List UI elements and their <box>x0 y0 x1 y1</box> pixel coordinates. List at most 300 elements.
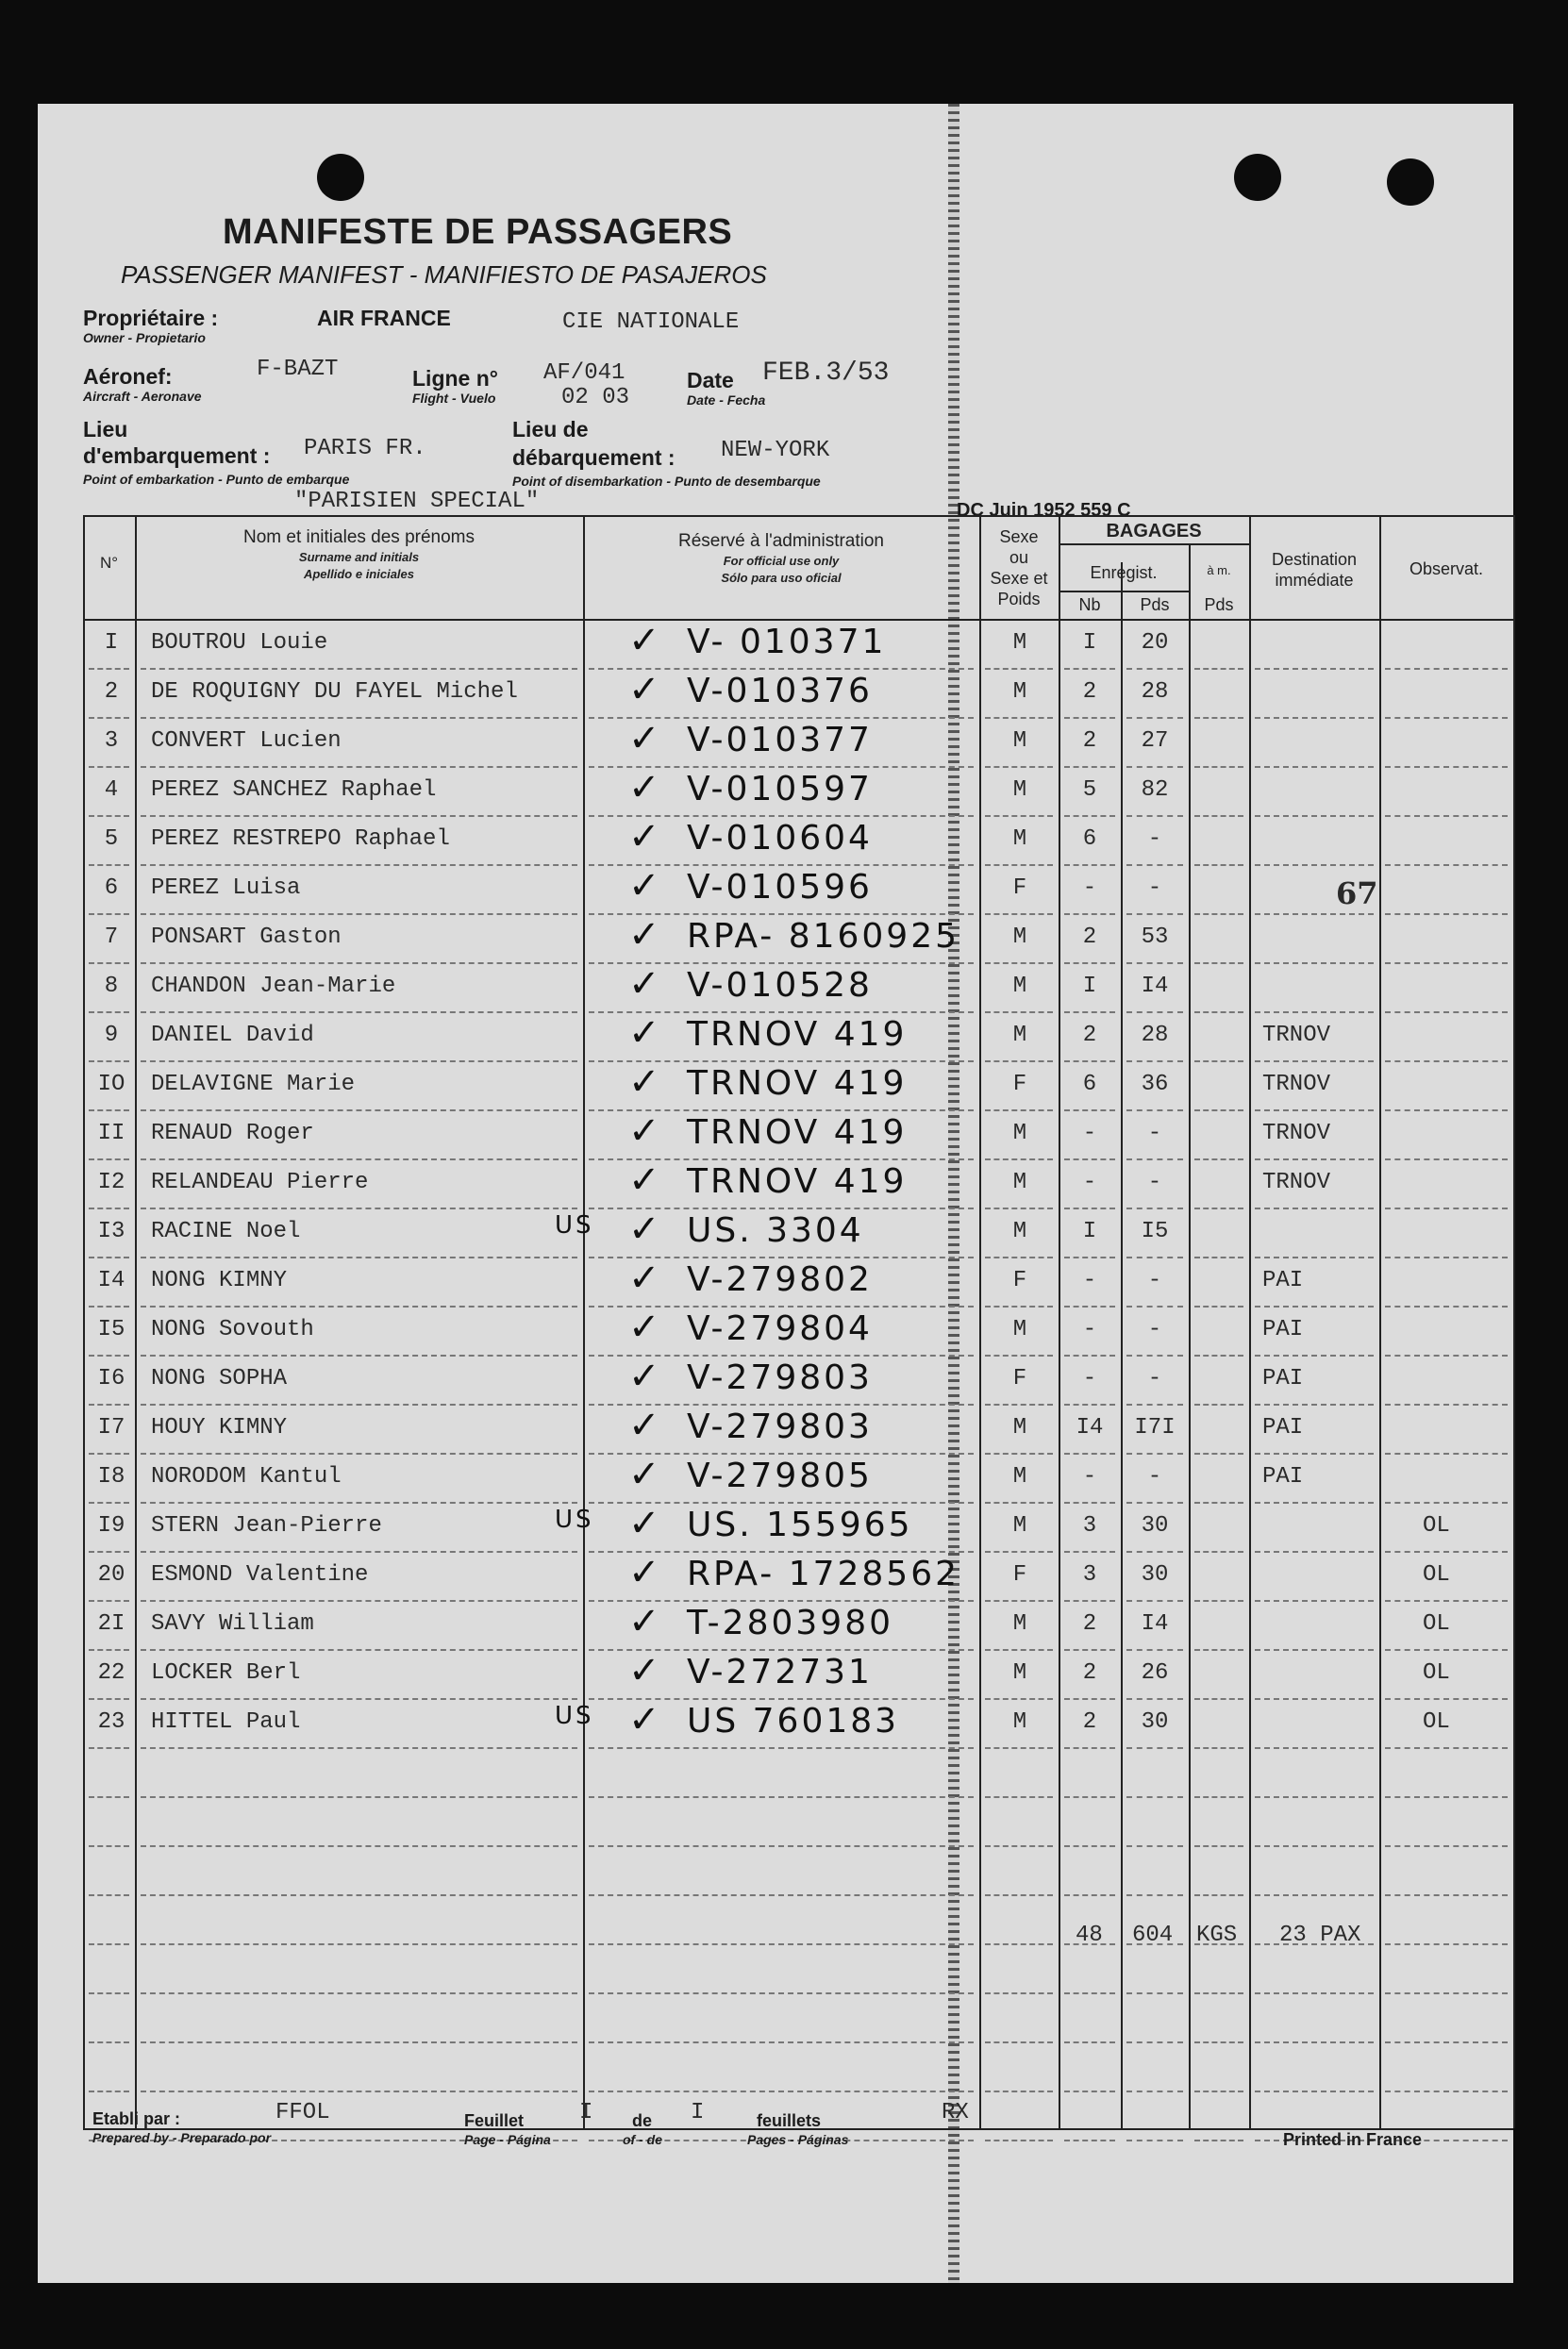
row-separator <box>1126 815 1183 817</box>
row-separator <box>1385 1502 1508 1504</box>
bag-weight: I5 <box>1141 1219 1169 1244</box>
row-separator <box>1385 2091 1508 2092</box>
row-separator <box>1194 1845 1243 1847</box>
disembark-label-2: débarquement : <box>512 445 676 470</box>
row-separator <box>141 1649 577 1651</box>
line-sub: Flight - Vuelo <box>412 391 496 406</box>
row-separator <box>89 913 129 915</box>
row-separator <box>89 1649 129 1651</box>
row-separator <box>141 1306 577 1308</box>
row-separator <box>141 1011 577 1013</box>
bag-weight: - <box>1147 826 1162 852</box>
row-separator <box>89 1698 129 1700</box>
row-separator <box>985 717 1053 719</box>
row-separator <box>589 2091 974 2092</box>
row-separator <box>1064 1060 1115 1062</box>
row-separator <box>589 1992 974 1994</box>
row-separator <box>1385 962 1508 964</box>
row-separator <box>1385 1208 1508 1209</box>
row-separator <box>89 2041 129 2043</box>
row-separator <box>985 1845 1053 1847</box>
passport-number: V-279803 <box>687 1408 873 1446</box>
row-separator <box>141 1453 577 1455</box>
row-separator <box>1194 1306 1243 1308</box>
row-separator <box>1126 1257 1183 1258</box>
passenger-name: LOCKER Berl <box>151 1660 301 1686</box>
row-separator <box>1064 815 1115 817</box>
passenger-name: STERN Jean-Pierre <box>151 1513 382 1539</box>
bag-weight: 20 <box>1141 630 1169 656</box>
row-number: 20 <box>97 1562 125 1588</box>
row-separator <box>1126 1502 1183 1504</box>
row-separator <box>141 1257 577 1258</box>
row-separator <box>1255 1011 1374 1013</box>
row-separator <box>1194 913 1243 915</box>
observation: OL <box>1423 1611 1450 1637</box>
date-sub: Date - Fecha <box>687 392 766 408</box>
of-sub: of - de <box>623 2132 662 2147</box>
passport-number: TRNOV 419 <box>687 1113 908 1152</box>
row-separator <box>985 1796 1053 1798</box>
passenger-name: ESMOND Valentine <box>151 1562 369 1588</box>
punch-hole-right <box>1387 158 1434 206</box>
row-separator <box>589 1894 974 1896</box>
row-separator <box>1194 766 1243 768</box>
row-separator <box>89 766 129 768</box>
row-separator <box>1255 1796 1374 1798</box>
passenger-name: CHANDON Jean-Marie <box>151 974 396 999</box>
row-separator <box>985 766 1053 768</box>
row-separator <box>1064 1306 1115 1308</box>
row-separator <box>1064 1355 1115 1357</box>
bag-count: - <box>1082 1366 1097 1391</box>
prepared-label: Etabli par : <box>92 2109 181 2128</box>
row-separator <box>985 1257 1053 1258</box>
check-mark-icon: ✓ <box>628 1110 660 1152</box>
bag-count: 2 <box>1082 1660 1097 1686</box>
sex: F <box>1012 1366 1027 1391</box>
row-separator <box>141 1943 577 1945</box>
row-separator <box>1385 1158 1508 1160</box>
row-separator <box>1126 864 1183 866</box>
row-separator <box>1126 1894 1183 1896</box>
row-separator <box>1126 1698 1183 1700</box>
row-separator <box>985 1943 1053 1945</box>
row-separator <box>1255 1551 1374 1553</box>
passenger-name: PEREZ RESTREPO Raphael <box>151 826 450 852</box>
row-separator <box>1385 815 1508 817</box>
bag-weight: 30 <box>1141 1709 1169 1735</box>
row-separator <box>985 1208 1053 1209</box>
row-separator <box>1255 1992 1374 1994</box>
row-separator <box>1064 766 1115 768</box>
check-mark-icon: ✓ <box>628 816 660 858</box>
row-separator <box>1064 2091 1115 2092</box>
row-separator <box>1064 1649 1115 1651</box>
row-number: I8 <box>97 1464 125 1490</box>
passport-number: V-010596 <box>687 868 873 907</box>
bag-count: 2 <box>1082 1709 1097 1735</box>
passport-number: T-2803980 <box>687 1604 894 1642</box>
destination: TRNOV <box>1262 1170 1331 1195</box>
row-separator <box>1385 1600 1508 1602</box>
row-separator <box>1255 1747 1374 1749</box>
check-mark-icon: ✓ <box>628 963 660 1005</box>
check-mark-icon: ✓ <box>628 1454 660 1495</box>
bag-weight: 53 <box>1141 925 1169 950</box>
row-separator <box>985 1747 1053 1749</box>
passport-number: RPA- 1728562 <box>687 1555 960 1593</box>
bag-count: 3 <box>1082 1513 1097 1539</box>
bag-weight: I4 <box>1141 1611 1169 1637</box>
row-separator <box>141 1158 577 1160</box>
row-separator <box>1126 1551 1183 1553</box>
bag-count: 3 <box>1082 1562 1097 1588</box>
check-mark-icon: ✓ <box>628 1061 660 1103</box>
row-separator <box>1255 864 1374 866</box>
row-separator <box>1064 2041 1115 2043</box>
sex: M <box>1012 1415 1027 1441</box>
row-separator <box>141 1060 577 1062</box>
row-separator <box>1385 668 1508 670</box>
row-number: 22 <box>97 1660 125 1686</box>
row-separator <box>985 1109 1053 1111</box>
check-mark-icon: ✓ <box>628 1258 660 1299</box>
total-bags: 48 <box>1076 1923 1103 1948</box>
bag-weight: 27 <box>1141 728 1169 754</box>
passenger-name: DANIEL David <box>151 1023 314 1048</box>
row-separator <box>1126 1011 1183 1013</box>
passenger-name: PONSART Gaston <box>151 925 342 950</box>
row-separator <box>1385 1845 1508 1847</box>
row-separator <box>89 1551 129 1553</box>
row-separator <box>141 2091 577 2092</box>
pages-label: feuillets <box>757 2111 822 2130</box>
sex: M <box>1012 1023 1027 1048</box>
bag-weight: - <box>1147 1121 1162 1146</box>
bag-count: - <box>1082 1121 1097 1146</box>
row-separator <box>985 1060 1053 1062</box>
row-separator <box>1255 1502 1374 1504</box>
check-mark-icon: ✓ <box>628 1307 660 1348</box>
row-separator <box>141 1502 577 1504</box>
row-separator <box>1064 1453 1115 1455</box>
row-separator <box>1194 864 1243 866</box>
row-separator <box>89 1502 129 1504</box>
row-separator <box>89 1747 129 1749</box>
row-separator <box>1255 1649 1374 1651</box>
passenger-name: RELANDEAU Pierre <box>151 1170 369 1195</box>
destination: PAI <box>1262 1464 1304 1490</box>
row-separator <box>1064 717 1115 719</box>
passport-number: V-010376 <box>687 672 873 710</box>
sheet-value: I <box>579 2100 593 2125</box>
row-separator <box>1064 668 1115 670</box>
row-separator <box>89 1600 129 1602</box>
row-separator <box>1385 1747 1508 1749</box>
disembark-value: NEW-YORK <box>721 438 830 463</box>
passport-number: V-010604 <box>687 819 873 858</box>
row-separator <box>985 1355 1053 1357</box>
row-separator <box>1194 1551 1243 1553</box>
row-separator <box>1194 2041 1243 2043</box>
row-separator <box>985 1551 1053 1553</box>
passport-number: V-010528 <box>687 966 873 1005</box>
row-separator <box>1385 1011 1508 1013</box>
aircraft-label: Aéronef: <box>83 364 173 389</box>
row-separator <box>89 1404 129 1406</box>
passenger-name: NONG Sovouth <box>151 1317 314 1342</box>
row-separator <box>89 668 129 670</box>
destination: TRNOV <box>1262 1121 1331 1146</box>
row-separator <box>1385 717 1508 719</box>
passenger-name: BOUTROU Louie <box>151 630 328 656</box>
check-mark-icon: ✓ <box>628 914 660 956</box>
row-separator <box>89 1894 129 1896</box>
passport-number: V-279803 <box>687 1358 873 1397</box>
row-separator <box>89 1109 129 1111</box>
row-separator <box>1126 1109 1183 1111</box>
row-separator <box>1385 1894 1508 1896</box>
owner-value: AIR FRANCE <box>317 306 451 330</box>
row-separator <box>141 1109 577 1111</box>
check-mark-icon: ✓ <box>628 1356 660 1397</box>
passport-number: RPA- 8160925 <box>687 917 960 956</box>
sex: M <box>1012 777 1027 803</box>
bag-count: - <box>1082 1464 1097 1490</box>
check-mark-icon: ✓ <box>628 1208 660 1250</box>
sex: M <box>1012 1464 1027 1490</box>
bag-count: 2 <box>1082 1023 1097 1048</box>
bag-count: 2 <box>1082 679 1097 705</box>
row-separator <box>1064 864 1115 866</box>
row-separator <box>985 2041 1053 2043</box>
row-number: I2 <box>97 1170 125 1195</box>
passenger-rows <box>83 515 1513 2128</box>
row-separator <box>1194 1600 1243 1602</box>
row-separator <box>1255 1257 1374 1258</box>
bag-count: I4 <box>1076 1415 1104 1441</box>
row-separator <box>985 2091 1053 2092</box>
sex: M <box>1012 1660 1027 1686</box>
row-number: I5 <box>97 1317 125 1342</box>
row-separator <box>1255 913 1374 915</box>
row-separator <box>1385 2041 1508 2043</box>
bag-count: - <box>1082 1170 1097 1195</box>
row-separator <box>1255 668 1374 670</box>
row-separator <box>985 1698 1053 1700</box>
row-separator <box>89 1355 129 1357</box>
bag-count: I <box>1082 1219 1097 1244</box>
row-separator <box>1126 1158 1183 1160</box>
row-separator <box>141 766 577 768</box>
row-separator <box>141 2041 577 2043</box>
col-name-header: Nom et initiales des prénoms <box>243 527 475 547</box>
passport-number: V-272731 <box>687 1653 873 1691</box>
row-separator <box>1255 1404 1374 1406</box>
row-separator <box>141 1404 577 1406</box>
row-separator <box>1385 1992 1508 1994</box>
check-mark-icon: ✓ <box>628 767 660 808</box>
row-separator <box>1194 2091 1243 2092</box>
destination: TRNOV <box>1262 1072 1331 1097</box>
row-separator <box>89 1158 129 1160</box>
row-number: 5 <box>104 826 119 852</box>
manifest-title: MANIFESTE DE PASSAGERS <box>223 212 733 252</box>
row-separator <box>1255 1060 1374 1062</box>
row-number: 6 <box>104 875 119 901</box>
row-number: I3 <box>97 1219 125 1244</box>
passport-number: TRNOV 419 <box>687 1015 908 1054</box>
row-separator <box>141 717 577 719</box>
destination: PAI <box>1262 1366 1304 1391</box>
row-separator <box>985 962 1053 964</box>
row-number: I7 <box>97 1415 125 1441</box>
check-mark-icon: ✓ <box>628 718 660 759</box>
row-number: 8 <box>104 974 119 999</box>
row-separator <box>589 1845 974 1847</box>
sex: M <box>1012 1513 1027 1539</box>
row-separator <box>1126 1060 1183 1062</box>
manifest-subtitle: PASSENGER MANIFEST - MANIFIESTO DE PASAJEROS <box>121 260 767 289</box>
col-destination-2: immédiate <box>1275 571 1354 590</box>
row-separator <box>1064 1992 1115 1994</box>
bag-weight: I7I <box>1134 1415 1176 1441</box>
row-separator <box>1385 1453 1508 1455</box>
row-number: 23 <box>97 1709 125 1735</box>
bag-count: 2 <box>1082 1611 1097 1637</box>
row-separator <box>1385 1306 1508 1308</box>
passenger-name: DELAVIGNE Marie <box>151 1072 356 1097</box>
row-separator <box>985 1992 1053 1994</box>
row-number: 7 <box>104 925 119 950</box>
col-sex-4: Poids <box>997 590 1041 608</box>
row-separator <box>1385 913 1508 915</box>
row-separator <box>89 1060 129 1062</box>
punch-hole-left <box>317 154 364 201</box>
col-no-header: N° <box>99 554 119 572</box>
row-separator <box>1064 1257 1115 1258</box>
row-separator <box>1126 1453 1183 1455</box>
row-separator <box>1064 1158 1115 1160</box>
of-value: I <box>691 2100 705 2125</box>
row-separator <box>1255 962 1374 964</box>
row-separator <box>1194 1060 1243 1062</box>
sex: F <box>1012 1268 1027 1293</box>
col-pds-header: Pds <box>1140 595 1170 614</box>
row-separator <box>89 1011 129 1013</box>
row-separator <box>1064 1747 1115 1749</box>
row-separator <box>1064 1109 1115 1111</box>
row-number: I6 <box>97 1366 125 1391</box>
row-separator <box>1126 2091 1183 2092</box>
aircraft-sub: Aircraft - Aeronave <box>83 389 202 404</box>
passenger-name: RENAUD Roger <box>151 1121 314 1146</box>
bag-count: 2 <box>1082 925 1097 950</box>
row-separator <box>1255 1355 1374 1357</box>
embark-sub: Point of embarkation - Punto de embarque <box>83 472 350 487</box>
observation: OL <box>1423 1513 1450 1539</box>
embark-label-1: Lieu <box>83 417 128 441</box>
sex: M <box>1012 974 1027 999</box>
passenger-name: DE ROQUIGNY DU FAYEL Michel <box>151 679 518 705</box>
row-separator <box>1064 1011 1115 1013</box>
row-separator <box>1126 1747 1183 1749</box>
passport-number: V-010597 <box>687 770 873 808</box>
row-separator <box>985 815 1053 817</box>
sex: M <box>1012 925 1027 950</box>
bag-weight: 36 <box>1141 1072 1169 1097</box>
sex: F <box>1012 1072 1027 1097</box>
total-weight: 604 <box>1132 1923 1174 1948</box>
passenger-name: NONG KIMNY <box>151 1268 288 1293</box>
row-separator <box>1126 913 1183 915</box>
row-separator <box>1255 1109 1374 1111</box>
row-separator <box>1194 1011 1243 1013</box>
total-unit: KGS <box>1196 1923 1238 1948</box>
row-separator <box>1064 913 1115 915</box>
col-observations-header: Observat. <box>1409 559 1484 578</box>
row-separator <box>1194 1257 1243 1258</box>
row-separator <box>985 1600 1053 1602</box>
row-separator <box>1126 717 1183 719</box>
passport-number: V-279805 <box>687 1457 873 1495</box>
row-number: I4 <box>97 1268 125 1293</box>
sex: M <box>1012 630 1027 656</box>
passport-number: V-279802 <box>687 1260 873 1299</box>
row-separator <box>141 1600 577 1602</box>
row-separator <box>1126 1404 1183 1406</box>
sex: M <box>1012 1219 1027 1244</box>
check-mark-icon: ✓ <box>628 669 660 710</box>
row-separator <box>1194 1992 1243 1994</box>
passport-number: V-010377 <box>687 721 873 759</box>
bag-count: 5 <box>1082 777 1097 803</box>
row-separator <box>1255 1158 1374 1160</box>
sex: M <box>1012 1611 1027 1637</box>
row-separator <box>141 1747 577 1749</box>
bag-weight: - <box>1147 1317 1162 1342</box>
margin-mark: US <box>555 1211 594 1240</box>
row-separator <box>89 1453 129 1455</box>
row-separator <box>985 2140 1053 2141</box>
col-registered-header: Enregist. <box>1090 563 1158 582</box>
row-separator <box>1126 1649 1183 1651</box>
bag-weight: - <box>1147 1268 1162 1293</box>
col-sex-2: ou <box>1009 548 1029 567</box>
row-separator <box>1255 1894 1374 1896</box>
row-separator <box>89 1943 129 1945</box>
check-mark-icon: ✓ <box>628 620 660 661</box>
row-separator <box>1385 1257 1508 1258</box>
row-separator <box>1064 962 1115 964</box>
destination: PAI <box>1262 1317 1304 1342</box>
row-separator <box>1255 1600 1374 1602</box>
row-separator <box>1194 1649 1243 1651</box>
bag-weight: 30 <box>1141 1513 1169 1539</box>
bag-weight: 82 <box>1141 777 1169 803</box>
line-value: AF/041 <box>543 360 626 386</box>
row-separator <box>1255 1698 1374 1700</box>
row-separator <box>1194 717 1243 719</box>
bag-weight: 30 <box>1141 1562 1169 1588</box>
manifest-sheet <box>38 104 1513 2283</box>
row-separator <box>1194 1404 1243 1406</box>
row-separator <box>89 1306 129 1308</box>
check-mark-icon: ✓ <box>628 1012 660 1054</box>
row-separator <box>1194 962 1243 964</box>
of-label: de <box>632 2111 653 2130</box>
